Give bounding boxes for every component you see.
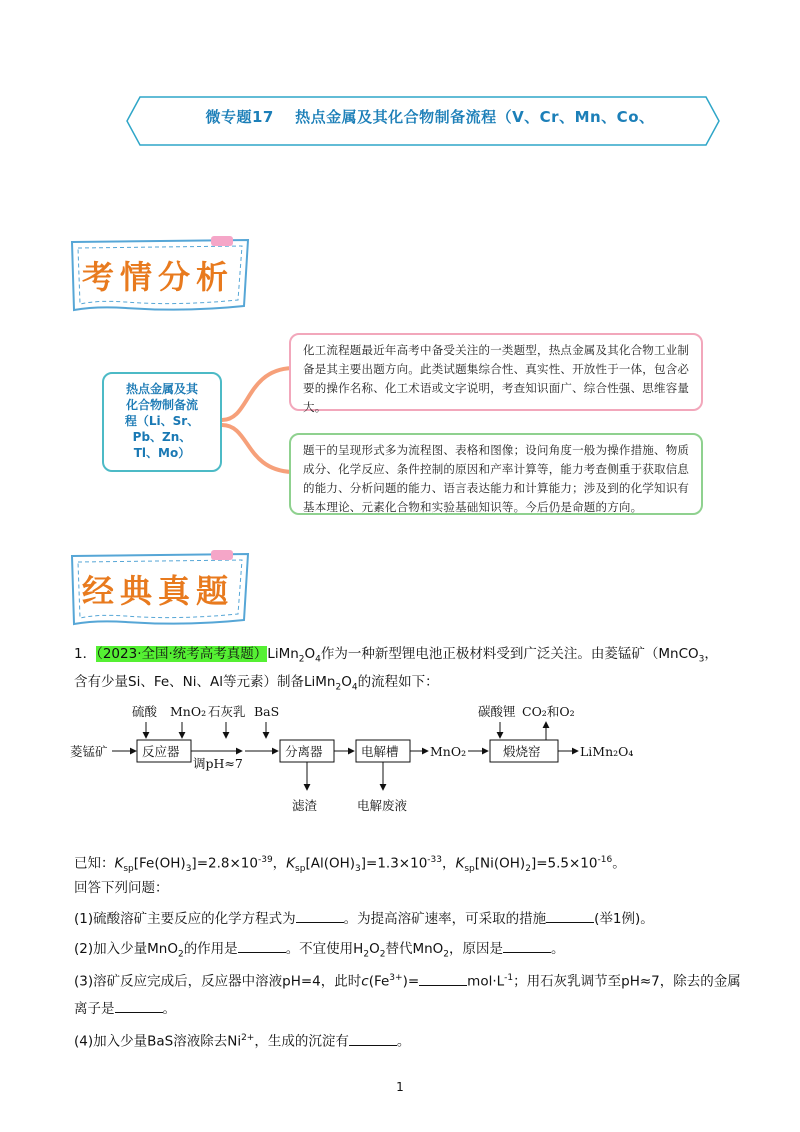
input-bas: BaS	[254, 704, 280, 719]
raw-material: 菱锰矿	[70, 744, 108, 759]
q2-text: 。不宜使用H	[285, 941, 364, 957]
mindmap-info-box-1: 化工流程题最近年高考中备受关注的一类题型，热点金属及其化合物工业制备是其主要出题方向。此类试题集综合性、真实性、开放性于一体，包含必要的操作名称、化工术语或文字说明，考查知识面广、综合性强、思维容量大。	[289, 333, 703, 411]
q4-text: 。	[396, 1033, 411, 1050]
question-2: (2)加入少量MnO$_2$的作用是 。不宜使用$H_2O_2$替代MnO$_2$，原因是 。	[74, 938, 565, 965]
mindmap-connectors	[220, 330, 295, 520]
question-number: 1．	[74, 646, 97, 662]
mindmap-center-node	[102, 372, 222, 472]
intro-text: ，	[704, 646, 718, 662]
ksp-al-value: ]=1.3×10	[360, 855, 428, 872]
ksp-fe: [Fe(OH)	[133, 855, 186, 872]
known-constants: 已知：$K_{sp}[Fe(OH)_3]=2.8\times 10^{-39}$，$K_{sp}[Al(OH)_3]=1.3\times 10^{-33}$，$K_{sp}[Ni(OH)_2]=5.5\times 10^{-16}$。	[74, 855, 626, 875]
q3-text: ；用石灰乳调节至pH≈7，除去的金属	[513, 973, 741, 990]
answer-blank[interactable]	[238, 938, 286, 953]
reactor-label: 反应器	[142, 744, 180, 759]
paper-clip-icon	[211, 550, 233, 560]
question-3-cont	[74, 998, 176, 1019]
question-intro-line-1: 1．（2023·全国·统考高考真题）$LiMn_2O_4$作为一种新型锂电池正极材料受到广泛关注。由菱锰矿（MnCO$_3$，	[74, 646, 718, 665]
center-line: Pb、Zn、	[132, 430, 192, 444]
ph-condition: 调pH≈7	[193, 756, 243, 771]
question-intro-line-2: 含有少量Si、Fe、Ni、Al等元素）制备$LiMn_2O_4$的流程如下：	[74, 674, 439, 693]
q4-text: ，生成的沉淀有	[254, 1033, 349, 1050]
question-3: (3)溶矿反应完成后，反应器中溶液pH=4，此时$c(Fe^{3+})= mol\cdot L^{-1}$；用石灰乳调节至pH≈7，除去的金属	[74, 968, 741, 992]
process-flow-diagram	[70, 698, 730, 828]
q3-text: 。	[162, 1001, 176, 1017]
q2-text: 的作用是	[183, 941, 238, 957]
answer-blank[interactable]	[115, 998, 163, 1013]
q2-text: 替代MnO	[385, 941, 444, 957]
lithium-carbonate-label: 碳酸锂	[478, 704, 516, 719]
center-line: 化合物制备流	[125, 398, 198, 412]
ksp-ni-exp: -16	[597, 855, 613, 865]
center-line: Tl、Mo）	[133, 446, 191, 460]
product-label: LiMn₂O₄	[580, 744, 634, 759]
q3-text: (3)溶矿反应完成后，反应器中溶液pH=4，此时	[74, 973, 362, 990]
answer-blank[interactable]	[296, 908, 344, 923]
known-label: 已知：	[74, 855, 115, 872]
question-source: （2023·全国·统考高考真题）	[96, 646, 268, 662]
center-line: 程（Li、Sr、	[124, 414, 200, 428]
input-lime: 石灰乳	[208, 704, 246, 719]
waste-liquid-label: 电解废液	[357, 798, 408, 813]
paper-clip-icon	[211, 236, 233, 246]
intro-text: 的流程如下：	[357, 674, 439, 690]
q1-text: (1)硫酸溶矿主要反应的化学方程式为	[74, 911, 296, 927]
q1-text: 。为提高溶矿速率，可采取的措施	[343, 911, 547, 927]
separator-label: 分离器	[285, 744, 323, 759]
ksp-ni-value: ]=5.5×10	[530, 855, 598, 872]
q3-text: mol·L	[467, 973, 505, 990]
answer-blank[interactable]	[503, 938, 551, 953]
answer-blank[interactable]	[349, 1031, 397, 1046]
q3-text: 离子是	[74, 1001, 115, 1017]
kiln-label: 煅烧窑	[503, 744, 541, 759]
intro-text: 含有少量Si、Fe、Ni、Al等元素）制备LiMn	[74, 674, 336, 690]
ksp-al: [Al(OH)	[305, 855, 356, 872]
q2-text: (2)加入少量MnO	[74, 941, 178, 957]
ksp-fe-value: ]=2.8×10	[191, 855, 258, 872]
ksp-al-exp: -33	[427, 855, 442, 865]
residue-label: 滤渣	[292, 798, 318, 813]
intro-text: 作为一种新型锂电池正极材料受到广泛关注。由菱锰矿（MnCO	[320, 646, 699, 662]
q4-text: (4)加入少量BaS溶液除去Ni	[74, 1033, 242, 1050]
ksp-ni: [Ni(OH)	[474, 855, 526, 872]
question-4: (4)加入少量BaS溶液除去$Ni^{2+}$，生成的沉淀有 。	[74, 1028, 410, 1052]
answer-blank[interactable]	[546, 908, 594, 923]
input-sulfuric-acid: 硫酸	[132, 704, 158, 719]
gas-output-label: CO₂和O₂	[522, 704, 575, 719]
center-line: 热点金属及其	[125, 382, 198, 396]
section-title-analysis: 考情分析	[82, 258, 235, 296]
answer-blank[interactable]	[419, 971, 467, 986]
q2-text: 。	[551, 941, 565, 957]
page-number: 1	[396, 1080, 404, 1094]
electrolyzer-label: 电解槽	[361, 744, 399, 759]
mindmap-info-box-2: 题干的呈现形式多为流程图、表格和图像；设问角度一般为操作措施、物质成分、化学反应、条件控制的原因和产率计算等，能力考查侧重于获取信息的能力、分析问题的能力、语言表达能力和计算能力；涉及到的化学知识有基本理论、元素化合物和实验基础知识等。今后仍是命题的方向。	[289, 433, 703, 515]
page-title: 微专题17 热点金属及其化合物制备流程（V、Cr、Mn、Co、	[205, 108, 655, 126]
q2-text: ，原因是	[449, 941, 504, 957]
mno2-intermediate: MnO₂	[430, 744, 467, 759]
question-1	[74, 908, 654, 929]
answer-prompt: 回答下列问题：	[74, 880, 169, 896]
ksp-fe-exp: -39	[257, 855, 273, 865]
section-title-classic: 经典真题	[82, 572, 235, 610]
q1-text: (举1例)。	[594, 911, 654, 927]
input-mno2: MnO₂	[170, 704, 207, 719]
